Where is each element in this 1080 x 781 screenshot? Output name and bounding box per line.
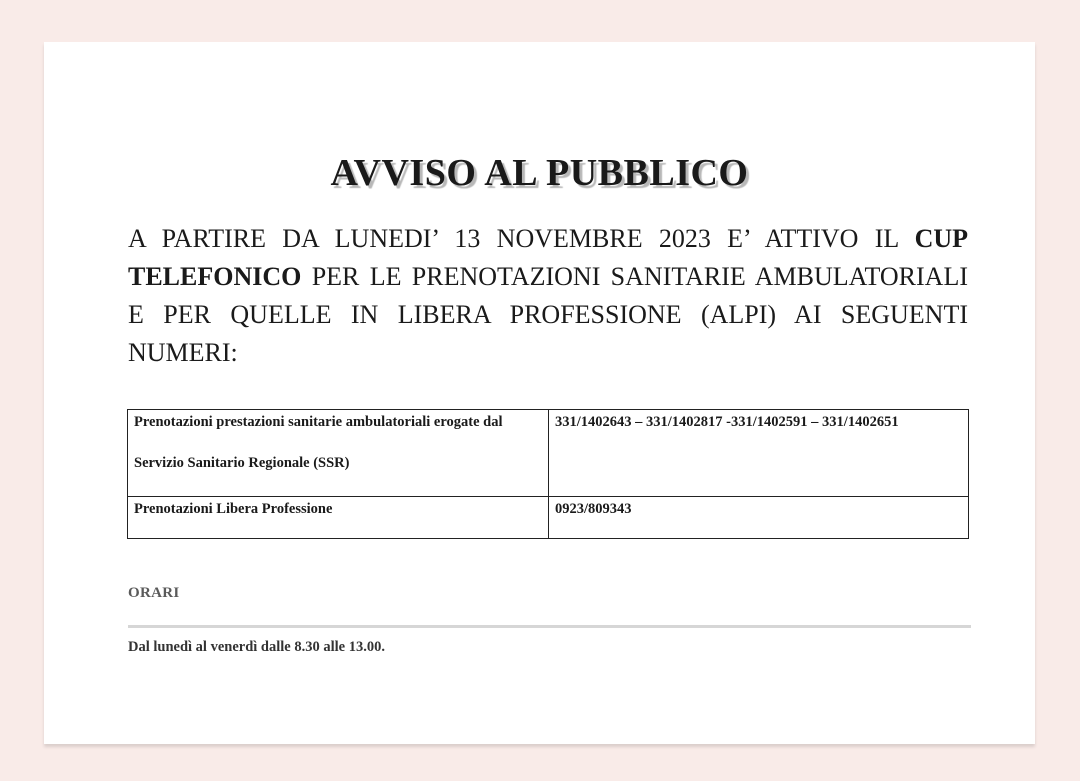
service-label-line: Prenotazioni prestazioni sanitarie ambulatoriali erogate dal: [134, 414, 503, 430]
phone-numbers: 0923/809343: [555, 501, 632, 517]
notice-title: AVVISO AL PUBBLICO: [330, 152, 749, 194]
intro-text-start: A PARTIRE DA LUNEDI’ 13 NOVEMBRE 2023 E’ ATTIVO IL: [128, 224, 915, 253]
intro-cup-highlight: CUP TELEFONICO: [128, 224, 968, 291]
service-label-line: Servizio Sanitario Regionale (SSR): [134, 455, 350, 471]
intro-text-end: PER LE PRENOTAZIONI SANITARIE AMBULATORIALI E PER QUELLE IN LIBERA PROFESSIONE (ALPI) AI SEGUENTI NUMERI:: [128, 262, 968, 367]
phone-numbers-table: [127, 409, 969, 539]
table-row: [128, 410, 969, 497]
hours-text: Dal lunedì al venerdì dalle 8.30 alle 13.00.: [128, 639, 385, 655]
service-label-cell: [128, 410, 549, 497]
table-row: [128, 497, 969, 539]
service-label-line: Prenotazioni Libera Professione: [134, 501, 333, 517]
notice-intro: [128, 220, 968, 372]
phone-numbers: 331/1402643 – 331/1402817 -331/1402591 – 331/1402651: [555, 414, 899, 430]
hours-heading: ORARI: [128, 585, 180, 601]
phone-numbers-cell: [549, 497, 969, 539]
phone-numbers-cell: [549, 410, 969, 497]
service-label-cell: [128, 497, 549, 539]
document-page: [44, 42, 1035, 744]
divider: [128, 625, 971, 628]
